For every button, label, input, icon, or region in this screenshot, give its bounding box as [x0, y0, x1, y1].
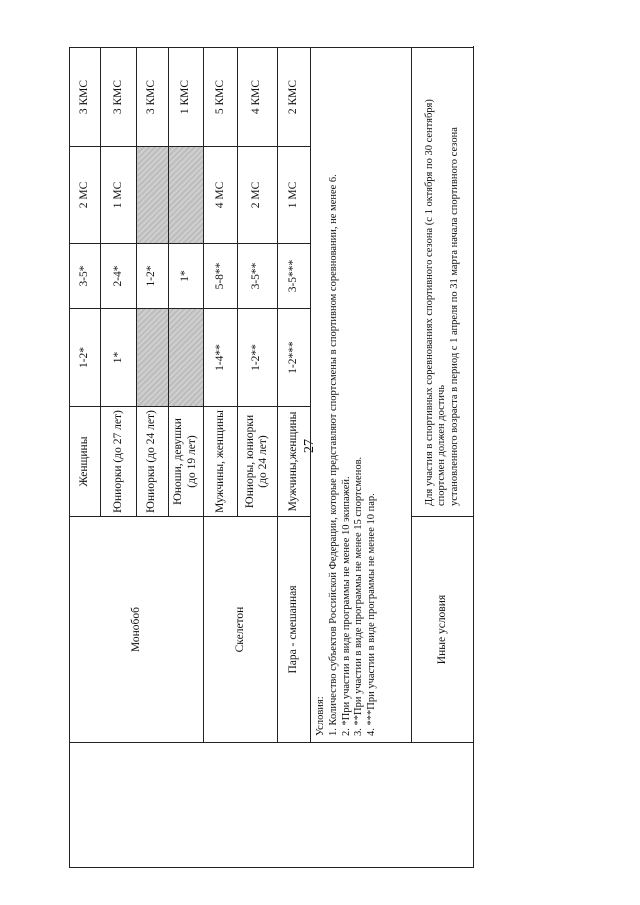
- shaded-cell: [168, 147, 204, 244]
- kms-cell: 2 КМС: [277, 48, 311, 147]
- kms-cell: 5 КМС: [204, 48, 238, 147]
- group-cell: Мужчины, женщины: [204, 407, 238, 517]
- group-cell: Юниоры, юниорки (до 24 лет): [237, 407, 277, 517]
- kms-cell: 4 КМС: [237, 48, 277, 147]
- other-conditions-line: установленного возраста в период с 1 апреля по 31 марта начала спортивного сезона: [448, 127, 460, 506]
- condition-item: 2. *При участии в виде программы не менее 10 экипажей.: [340, 476, 352, 736]
- shaded-cell: [137, 309, 168, 407]
- group-cell: Юниорки (до 27 лет): [101, 407, 137, 517]
- condition-item: 4. ***При участии в виде программы не менее 10 пар.: [365, 493, 377, 736]
- place-range-cell: 3-5***: [277, 244, 311, 309]
- conditions-block: [311, 48, 412, 743]
- place-range-cell: 1-2***: [277, 309, 311, 407]
- condition-item: 1. Количество субъектов Российской Федерации, которые представляют спортсмены в спортивном соревновании, не менее 6.: [327, 174, 339, 736]
- place-range-cell: 1*: [101, 309, 137, 407]
- other-conditions-line: Для участия в спортивных соревнованиях спортивного сезона (с 1 октября по 30 сентября) спортсмен должен достичь: [423, 99, 448, 506]
- shaded-cell: [137, 147, 168, 244]
- place-range-cell: 5-8**: [204, 244, 238, 309]
- ms-cell: 2 МС: [70, 147, 101, 244]
- ms-cell: 4 МС: [204, 147, 238, 244]
- place-range-cell: 1*: [168, 244, 204, 309]
- requirements-table-rotated: [69, 48, 474, 868]
- place-range-cell: 2-4*: [101, 244, 137, 309]
- other-conditions-label: Иные условия: [412, 517, 474, 743]
- discipline-monobob: Монобоб: [70, 517, 204, 743]
- group-cell: Женщины: [70, 407, 101, 517]
- place-range-cell: 1-4**: [204, 309, 238, 407]
- ms-cell: 2 МС: [237, 147, 277, 244]
- kms-cell: 3 КМС: [101, 48, 137, 147]
- discipline-skeleton: Скелетон: [204, 517, 277, 743]
- group-cell: Юниорки (до 24 лет): [137, 407, 168, 517]
- kms-cell: 3 КМС: [70, 48, 101, 147]
- place-range-cell: 1-2*: [137, 244, 168, 309]
- group-cell: Юноши, девушки (до 19 лет): [168, 407, 204, 517]
- place-range-cell: 3-5**: [237, 244, 277, 309]
- empty-label-cell: [70, 743, 474, 868]
- condition-item: 3. **При участии в виде программы не менее 15 спортсменов.: [353, 456, 365, 736]
- kms-cell: 1 КМС: [168, 48, 204, 147]
- ms-cell: 1 МС: [277, 147, 311, 244]
- discipline-pair: Пара - смешанная: [277, 517, 311, 743]
- other-conditions-text: [412, 48, 474, 517]
- ms-cell: 1 МС: [101, 147, 137, 244]
- table-row: [70, 48, 101, 868]
- page-number: 27: [302, 439, 317, 453]
- group-cell: Мужчины,женщины: [277, 407, 311, 517]
- place-range-cell: 1-2**: [237, 309, 277, 407]
- place-range-cell: 1-2*: [70, 309, 101, 407]
- requirements-table: [69, 47, 474, 868]
- shaded-cell: [168, 309, 204, 407]
- kms-cell: 3 КМС: [137, 48, 168, 147]
- conditions-title: Условия:: [315, 696, 327, 736]
- place-range-cell: 3-5*: [70, 244, 101, 309]
